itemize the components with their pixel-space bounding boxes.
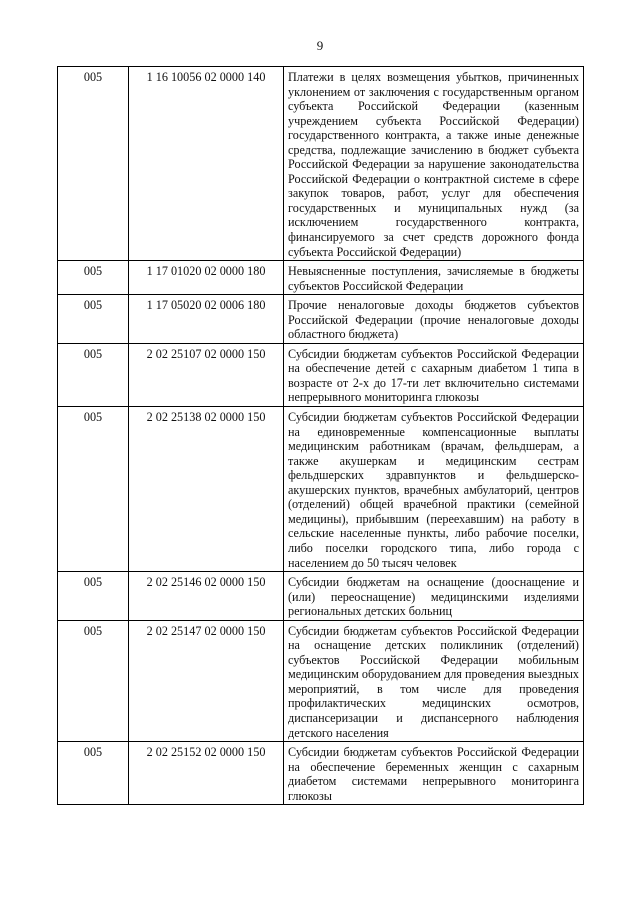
revenue-code-cell: 2 02 25138 02 0000 150 (129, 407, 284, 572)
admin-code-cell: 005 (58, 67, 129, 261)
revenue-name-cell: Субсидии бюджетам субъектов Российской Федерации на обеспечение детей с сахарным диабетом 1 типа в возрасте от 2-х до 17-ти лет включительно системами непрерывного мониторинга глюкозы (284, 343, 584, 406)
table-row (58, 407, 584, 572)
revenue-name-cell: Субсидии бюджетам субъектов Российской Федерации на обеспечение беременных женщин с сахарным диабетом системами непрерывного мониторинга глюкозы (284, 742, 584, 805)
admin-code-cell: 005 (58, 742, 129, 805)
admin-code-cell: 005 (58, 261, 129, 295)
revenue-name-cell: Субсидии бюджетам субъектов Российской Федерации на оснащение детских поликлиник (отделений) субъектов Российской Федерации мобильным медицинским оборудованием для проведения выездных мероприятий, в том числе для проведения профилактических медицинских осмотров, диспансеризации и диспансерного наблюдения детского населения (284, 620, 584, 741)
revenue-code-cell: 2 02 25107 02 0000 150 (129, 343, 284, 406)
page-number: 9 (316, 38, 324, 53)
revenue-code-cell: 1 17 01020 02 0000 180 (129, 261, 284, 295)
table-row (58, 295, 584, 344)
revenue-code-cell: 2 02 25152 02 0000 150 (129, 742, 284, 805)
revenue-name-cell: Субсидии бюджетам субъектов Российской Федерации на единовременные компенсационные выплаты медицинским работникам (врачам, фельдшерам, а также акушеркам и медицинским сестрам фельдшерских здравпунктов и фельдшерско-акушерских пунктов, врачебных амбулаторий, центров (отделений) общей врачебной практики (семейной медицины), прибывшим (переехавшим) на работу в сельские населенные пункты, либо рабочие поселки, либо поселки городского типа, либо города с населением до 50 тысяч человек (284, 407, 584, 572)
table-row (58, 261, 584, 295)
admin-code-cell: 005 (58, 295, 129, 344)
table-row (58, 572, 584, 621)
revenue-name-cell: Субсидии бюджетам на оснащение (дооснащение и (или) переоснащение) медицинскими изделиями региональных детских больниц (284, 572, 584, 621)
admin-code-cell: 005 (58, 620, 129, 741)
revenue-code-cell: 1 16 10056 02 0000 140 (129, 67, 284, 261)
admin-code-cell: 005 (58, 343, 129, 406)
admin-code-cell: 005 (58, 407, 129, 572)
revenue-code-cell: 2 02 25146 02 0000 150 (129, 572, 284, 621)
revenue-code-cell: 2 02 25147 02 0000 150 (129, 620, 284, 741)
revenue-code-cell: 1 17 05020 02 0006 180 (129, 295, 284, 344)
revenue-name-cell: Прочие неналоговые доходы бюджетов субъектов Российской Федерации (прочие неналоговые доходы областного бюджета) (284, 295, 584, 344)
table-row (58, 742, 584, 805)
table-row (58, 67, 584, 261)
revenue-codes-table (57, 66, 584, 805)
table-row (58, 343, 584, 406)
revenue-name-cell: Невыясненные поступления, зачисляемые в бюджеты субъектов Российской Федерации (284, 261, 584, 295)
admin-code-cell: 005 (58, 572, 129, 621)
table-row (58, 620, 584, 741)
revenue-name-cell: Платежи в целях возмещения убытков, причиненных уклонением от заключения с государственным органом субъекта Российской Федерации (казенным учреждением субъекта Российской Федерации) государственного контракта, а также иные денежные средства, подлежащие зачислению в бюджет субъекта Российской Федерации за нарушение законодательства Российской Федерации о контрактной системе в сфере закупок товаров, работ, услуг для обеспечения государственных и муниципальных нужд (за исключением государственного контракта, финансируемого за счет средств дорожного фонда субъекта Российской Федерации) (284, 67, 584, 261)
